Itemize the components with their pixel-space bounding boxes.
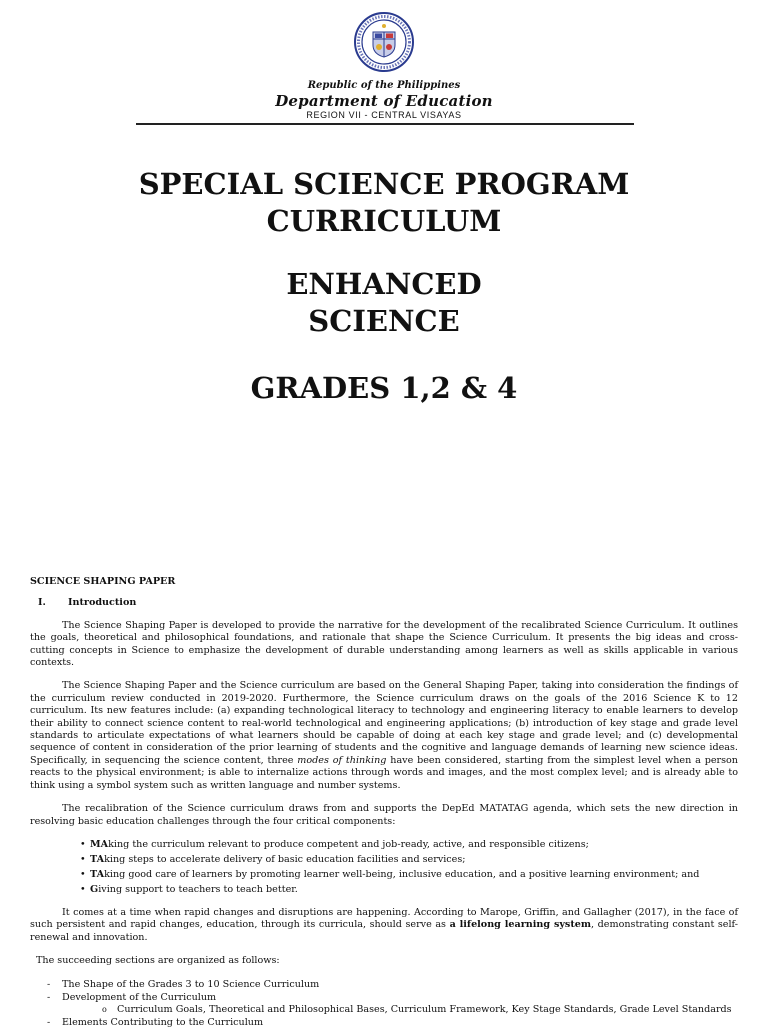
list-item bbox=[80, 839, 738, 851]
title-line: CURRICULUM bbox=[266, 204, 502, 238]
list-item: - Elements Contributing to the Curriculum bbox=[47, 1017, 738, 1029]
intro-number: I. bbox=[38, 597, 46, 609]
text-run-bold: a lifelong learning system bbox=[449, 919, 592, 931]
title-subject bbox=[0, 266, 768, 340]
text-run-bold: TA bbox=[90, 853, 105, 865]
critical-components-list bbox=[30, 839, 738, 896]
text-run: It comes at a time when rapid changes and disruptions are happening. According to Marope, Griffin, and Gallagher (2017), in the face of such persistent and rapid changes, education, through its curricula, should serve as bbox=[30, 907, 738, 931]
header-divider bbox=[136, 123, 634, 125]
list-item bbox=[80, 854, 738, 866]
text-run: Development of the Curriculum bbox=[62, 991, 217, 1003]
region-label: REGION VII - CENTRAL VISAYAS bbox=[306, 110, 462, 120]
section-title: SCIENCE SHAPING PAPER bbox=[30, 576, 176, 587]
title-line: SCIENCE bbox=[308, 304, 460, 338]
text-run-bold: MA bbox=[90, 838, 109, 850]
sub-list-item: o Curriculum Goals, Theoretical and Philosophical Bases, Curriculum Framework, Key Stage Standards, Grade Level Standards bbox=[102, 1004, 738, 1016]
list-item bbox=[80, 869, 738, 881]
sub-list bbox=[62, 1004, 738, 1016]
title-program bbox=[0, 166, 768, 240]
title-line: ENHANCED bbox=[286, 267, 482, 301]
letterhead bbox=[0, 0, 768, 130]
text-run-bold: TA bbox=[90, 868, 105, 880]
deped-seal-icon bbox=[354, 12, 414, 72]
intro-heading bbox=[30, 597, 738, 609]
text-run: The Science Shaping Paper and the Science curriculum are based on the General Shaping Paper, taking into consideration the findings of the curriculum review conducted in 2019-2020. Furthermore, the Science curriculum draws on the goals of the 2016 Science K to 12 curriculum. Its new features include: (a) expanding technological literacy to technology and engineering literacy to enable learners to develop their ability to connect science content to real-world technological and engineering applications; (b) introduction of key stage and grade level standards to articulate expectations of what learners should be capable of doing at each key stage and grade level; and (c) developmental sequence of content in consideration of the prior learning of students and the cognitive and language demands of learning new science ideas. Specifically, in sequencing the science content, three bbox=[30, 680, 738, 766]
intro-title: Introduction bbox=[68, 597, 137, 609]
text-run: have been considered, starting from the simplest level when a person reacts to the physical environment; is able to internalize actions through words and images, and the most complex level; and is already able to think using a symbol system such as written language and number systems. bbox=[30, 754, 738, 791]
paragraph bbox=[30, 907, 738, 944]
department-label: Department of Education bbox=[275, 92, 493, 110]
text-run: king steps to accelerate delivery of basic education facilities and services; bbox=[104, 853, 466, 865]
text-run: , demonstrating constant self-renewal and innovation. bbox=[30, 919, 738, 943]
sections-list bbox=[30, 979, 738, 1030]
text-run: king good care of learners by promoting learner well-being, inclusive education, and a positive learning environment; and bbox=[104, 868, 700, 880]
text-run-italic: modes of thinking bbox=[297, 754, 387, 766]
list-item bbox=[80, 884, 738, 896]
list-item bbox=[47, 992, 738, 1017]
republic-label: Republic of the Philippines bbox=[307, 80, 461, 91]
text-run: iving support to teachers to teach better. bbox=[98, 883, 298, 895]
paragraph: The succeeding sections are organized as follows: bbox=[36, 955, 280, 967]
text-run: king the curriculum relevant to produce competent and job-ready, active, and responsible citizens; bbox=[108, 838, 589, 850]
paragraph: The recalibration of the Science curriculum draws from and supports the DepEd MATATAG agenda, which sets the new direction in resolving basic education challenges through the four critical components: bbox=[30, 803, 738, 827]
document-body bbox=[30, 576, 738, 1030]
list-item: - The Shape of the Grades 3 to 10 Science Curriculum bbox=[47, 979, 738, 991]
paragraph bbox=[30, 680, 738, 792]
paragraph: The Science Shaping Paper is developed to provide the narrative for the development of the recalibrated Science Curriculum. It outlines the goals, theoretical and philosophical foundations, and rationale that shape the Science Curriculum. It presents the big ideas and cross-cutting concepts in Science to emphasize the development of durable understanding among learners as well as skills applicable in various contexts. bbox=[30, 619, 738, 669]
title-grades: GRADES 1,2 & 4 bbox=[250, 371, 518, 405]
title-line: SPECIAL SCIENCE PROGRAM bbox=[138, 167, 630, 201]
text-run-bold: G bbox=[90, 883, 99, 895]
